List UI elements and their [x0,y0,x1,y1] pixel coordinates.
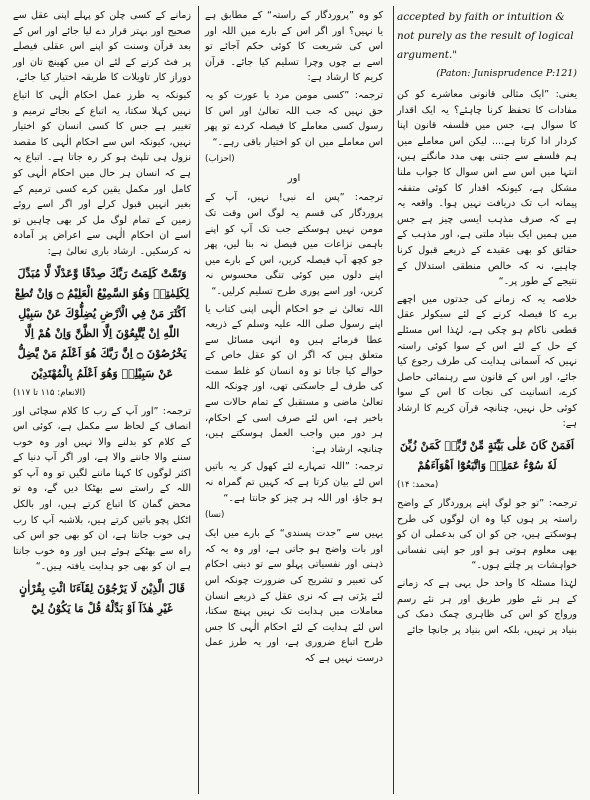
verse-reference: (احزاب) [205,154,235,165]
verse-reference: (الانعام: ۱۱۵ تا ۱۱۷) [13,387,86,398]
verse-reference: (نسا) [205,510,225,521]
paragraph-translation-3: ترجمہ: ”اللہ تمہارے لئے کھول کر یہ باتیں اس لئے بیان کرتا ہے کہ کہیں تم گمراہ نہ ہو جاؤ، اور اللہ ہر چیز کو جانتا ہے۔“ [205,461,384,504]
paragraph-conclusion: لہٰذا مسئلہ کا واحد حل یہی ہے کہ زمانے کے ہر نئے طور طریق اور ہر نئے رسم ورواج کو اس کی ظاہری چمک دمک کی بنیاد پر نہیں، بلکہ اس بنیاد پر جانچا جائے [397,578,577,636]
column-divider [198,6,199,794]
connector-word: اور [287,173,301,185]
paragraph-translation-1: ترجمہ: ”کسی مومن مرد یا عورت کو یہ حق نہیں کہ جب اللہ تعالیٰ اور اس کا رسول کسی معاملے کا فیصلہ کردے تو پھر اس معاملے میں ان کو اختیار باقی رہے۔“ [205,89,384,148]
column-left [6,6,198,794]
paragraph-verse-translation: ترجمہ: ”اور آپ کے رب کا کلام سچائی اور انصاف کے لحاظ سے مکمل ہے، کوئی اس کے کلام کو بدلنے والا نہیں اور وہ خوب سننے والا جاننے والا ہے، اور اگر آپ دنیا کے اکثر لوگوں کا کہنا ماننے لگیں تو وہ آپ کو اللہ کے راستے سے بھٹکا دیں گے، وہ تو محض گمان کا اتباع کرتے ہیں، اور بالکل اٹکل پچو باتیں کرتے ہیں، بلاشبہ آپ کا رب ہی خوب جانتا ہے، ان کو بھی جو اس کی راہ سے بھٹکے ہوئے ہیں اور وہ خوب جانتا ہے ان کو بھی جو ہدایت یافتہ ہیں۔“ [13,405,192,573]
verse-reference: (محمد: ۱۴) [397,480,439,491]
column-right [390,6,584,794]
column-middle [198,6,390,794]
quran-verse: وَتَمَّتْ كَلِمَتُ رَبِّكَ صِدْقًا وَّعَدْلًا لَّا مُبَدِّلَ لِكَلِمٰتِهٖ وَهُوَ السَّمِيْعُ الْعَلِيْمُ ۝ وَاِنْ تُطِعْ اَكْثَرَ مَنْ فِي الْاَرْضِ يُضِلُّوْكَ عَنْ سَبِيْلِ اللّٰهِ اِنْ يَّتَّبِعُوْنَ اِلَّا الظَّنَّ وَاِنْ هُمْ اِلَّا يَخْرُصُوْنَ ۝ اِنَّ رَبَّكَ هُوَ اَعْلَمُ مَنْ يَّضِلُّ عَنْ سَبِيْلِهٖ وَهُوَ اَعْلَمُ بِالْمُهْتَدِيْنَ [14,266,190,380]
quran-verse: قَالَ الَّذِيْنَ لَا يَرْجُوْنَ لِقَآءَنَا ائْتِ بِقُرْاٰنٍ غَيْرِ هٰذَآ اَوْ بَدِّلْهُ قُلْ مَا يَكُوْنُ لِيْٓ [19,582,185,616]
paragraph-modernism: یہیں سے ”جدت پسندی“ کے بارے میں ایک اور بات واضح ہو جاتی ہے، اور وہ یہ کہ ذہنی اور نفسیاتی پہلو سے تو دینی احکام کی تعبیر و تشریح کی ضرورت چونکہ اس لئے پڑتی ہے کہ نری عقل کے ذریعے انسان معاملات میں ہدایت تک نہیں پہنچ سکتا، اس لئے ہدایت کے لئے احکام الٰہی کا جس طرح اتباع ضروری ہے، اور یہ طرز عمل درست نہیں ہے کہ [205,528,384,664]
english-quote: accepted by faith or intuition & not purely as the result of logical argument." [397,11,574,61]
paragraph-intro: کو وہ ”پروردگار کے راستہ“ کے مطابق ہے یا نہیں؟ اور اگر اس کے بارے میں اللہ اور اس کی شریعت کا کوئی حکم آجائے تو اسے بے چوں وچرا تسلیم کیا جائے۔ قرآن کریم کا ارشاد ہے: [205,10,384,84]
column-divider [393,6,394,794]
paragraph-translation-2: ترجمہ: ”پس اے نبی! نہیں، آپ کے پروردگار کی قسم یہ لوگ اس وقت تک مومن نہیں ہوسکتے جب تک آپ کو اپنے باہمی نزاعات میں فیصل نہ بنا لیں، پھر جو کچھ آپ فیصلہ کریں، اس کے بارے میں اپنے دلوں میں کوئی تنگی محسوس نہ کریں، اور اسے پوری طرح تسلیم کرلیں۔“ [205,192,384,297]
paragraph-explanation: اللہ تعالیٰ نے جو احکام الٰہی اپنی کتاب یا اپنے رسول صلی اللہ علیہ وسلم کے ذریعہ عطا فرمائے ہیں وہ انہی مسائل سے متعلق ہیں کہ اگر ان کو عقل خاص کے حوالے کیا جاتا تو وہ انسان کو غلط سمت کی طرف لے جاسکتی تھی، اور چونکہ اللہ تعالیٰ ماضی و مستقبل کے تمام حالات سے باخبر ہے، اس لئے صرف اسی کے احکام، ہر دور میں واجب العمل ہوسکتے ہیں، چنانچہ ارشاد ہے: [205,303,384,455]
paragraph-opening: زمانے کے کسی چلن کو پہلے اپنی عقل سے صحیح اور بہتر قرار دے لیا جائے اور اس کے بعد قرآن وسنت کو اپنے اس عقلی فیصلے پر فٹ کرنے کے لئے ان میں کھینچ تان اور دوراز کار تاویلات کا طریقہ اختیار کیا جائے، [13,10,192,84]
paragraph-summary: خلاصہ یہ کہ زمانے کی جدتوں میں اچھے برے کا فیصلہ کرنے کے لئے سیکولر عقل قطعی ناکام ہو چکی ہے، لہٰذا اس مسئلے کے حل کے لئے اس کے سوا کوئی راستہ نہیں کہ آسمانی ہدایت کی طرف رجوع کیا جائے، اور اس کے قانون سے رہنمائی حاصل کرے، انسانیت کی نجات کا اس کے سوا کوئی حل نہیں، چنانچہ قرآن کریم کا ارشاد ہے: [397,293,577,430]
paragraph-verse-translation: ترجمہ: ”تو جو لوگ اپنے پروردگار کے واضح راستہ پر ہوں کیا وہ ان لوگوں کی طرح ہوسکتے ہیں، جن کو ان کی بدعملی ان کو بھی معلوم ہوتی ہو اور جو اپنی نفسانی خواہشات پر چلتے ہوں۔“ [397,498,577,572]
quran-verse: اَفَمَنْ كَانَ عَلٰى بَيِّنَةٍ مِّنْ رَّبِّهٖ كَمَنْ زُيِّنَ لَهٗ سُوْٓءُ عَمَلِهٖ وَاتَّبَعُوْٓا اَهْوَآءَهُمْ [399,439,575,473]
paragraph-obedience: کیونکہ یہ طرز عمل احکام الٰہی کا اتباع نہیں کہلا سکتا، یہ اتباع کے بجائے ترمیم و تغییر ہے جس کا کسی انسان کو اختیار نہیں، کیونکہ اس سے احکام الٰہی کا مقصد نزول ہی تلپٹ ہو کر رہ جاتا ہے۔ اتباع یہ ہے کہ انسان ہر حال میں احکام الٰہی کو کامل اور مکمل یقین کرے کسی ترمیم کے بغیر انہیں قبول کرلے اور اگر اسے روئے زمین کے تمام لوگ مل کر بھی چاہیں تو اسے ان احکام الٰہی سے اعراض پر آمادہ نہ کرسکیں۔ ارشاد باری تعالیٰ ہے: [13,89,192,257]
english-citation: (Paton: Junisprudence P:121) [436,68,577,79]
paragraph-translation: یعنی: ”ایک مثالی قانونی معاشرے کو کن مفادات کا تحفظ کرنا چاہئے؟ یہ ایک اقدار کا سوال ہے، جس میں فلسفہ قانون اپنا کردار ادا کرتا ہے.... لیکن اس معاملے میں ہم فلسفے سے جتنی بھی مدد مانگتے ہیں، انتہا میں اس سے اس سوال کا جواب ملنا مشکل ہے، کیونکہ اقدار کا کوئی متفقہ پیمانہ اب تک دریافت نہیں ہوا۔ واقعہ یہ ہے کہ صرف مذہب ایسی چیز ہے جس میں ہمیں ایک بنیاد ملتی ہے، اور مذہب کے حقائق کو بھی عقیدے کے ذریعے قبول کرنا چاہیے، نہ کہ خالص منطقی استدلال کے نتیجے کے طور پر۔“ [397,89,577,288]
